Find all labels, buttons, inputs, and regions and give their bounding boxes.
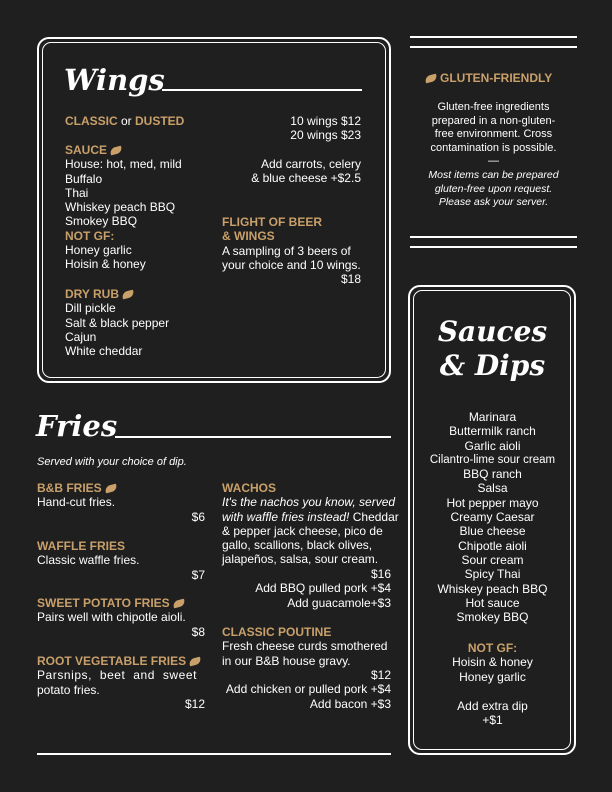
sauce-item: House: hot, med, mild bbox=[65, 157, 182, 172]
sauces-not-gf bbox=[410, 641, 575, 684]
flight-price: $18 bbox=[340, 272, 361, 286]
sauce-dip-item: Marinara bbox=[468, 410, 517, 424]
poutine-addon: Add chicken or pulled pork +$4 bbox=[225, 682, 391, 697]
flight-desc: your choice and 10 wings. bbox=[222, 257, 361, 272]
dry-rub-item: Dill pickle bbox=[65, 301, 116, 316]
sauce-dip-item: Creamy Caesar bbox=[450, 510, 535, 525]
sauce-dip-item: Chipotle aioli bbox=[458, 538, 527, 553]
classic-poutine bbox=[222, 625, 387, 668]
sauce-dip-item: Hot sauce bbox=[465, 595, 520, 610]
sauces-not-gf-item: Honey garlic bbox=[459, 669, 526, 684]
sauce-dip-item: Blue cheese bbox=[459, 524, 526, 539]
gluten-note: Most items can be prepared bbox=[428, 168, 559, 181]
fries-bottom-rule bbox=[37, 753, 391, 755]
wheat-icon bbox=[188, 657, 201, 667]
wachos-addon: Add BBQ pulled pork +$4 bbox=[255, 581, 391, 596]
waffle-fries-price: $7 bbox=[191, 568, 205, 582]
sweet-potato-desc: Pairs well with chipotle aioli. bbox=[37, 610, 186, 625]
gluten-note: gluten-free upon request. bbox=[434, 182, 553, 195]
bb-fries bbox=[37, 481, 117, 510]
not-gf-item: Honey garlic bbox=[65, 243, 132, 258]
poutine-addon: Add bacon +$3 bbox=[309, 696, 391, 711]
gluten-rule-top-1 bbox=[410, 36, 577, 38]
wheat-icon bbox=[109, 146, 122, 156]
gluten-line: free environment. Cross bbox=[434, 128, 553, 141]
dusted-label: DUSTED bbox=[135, 114, 185, 128]
wings-addon-line: & blue cheese +$2.5 bbox=[251, 171, 361, 186]
extra-dip-label: Add extra dip bbox=[457, 699, 528, 713]
sweet-potato-fries bbox=[37, 596, 186, 625]
poutine-price: $12 bbox=[370, 668, 391, 682]
dry-rub-label: DRY RUB bbox=[65, 287, 120, 301]
wachos-desc: gallo, scallions, black olives, bbox=[222, 538, 373, 553]
sauces-title-line: & Dips bbox=[439, 349, 546, 382]
sauce-item: Thai bbox=[65, 185, 89, 200]
gluten-dash: — bbox=[488, 155, 499, 168]
wings-style-line bbox=[65, 114, 184, 128]
wings-price-10: 10 wings $12 bbox=[290, 114, 361, 128]
gluten-title-line bbox=[425, 71, 552, 85]
sauce-label: SAUCE bbox=[65, 143, 108, 157]
sauce-dip-item: Spicy Thai bbox=[464, 567, 521, 582]
waffle-fries bbox=[37, 539, 139, 568]
sauces-title-line: Sauces bbox=[437, 315, 548, 348]
poutine-desc: in our B&B house gravy. bbox=[222, 653, 351, 668]
wachos-desc: jalapeños, salsa, sour cream. bbox=[222, 552, 379, 567]
sauce-dip-item: Whiskey peach BBQ bbox=[437, 581, 548, 596]
sauce-dip-item: Hot pepper mayo bbox=[446, 495, 539, 510]
root-vegetable-desc: Parsnips, beet and sweet bbox=[37, 668, 197, 683]
waffle-fries-title: WAFFLE FRIES bbox=[37, 539, 125, 553]
gluten-note: Please ask your server. bbox=[438, 196, 549, 209]
flight-section bbox=[222, 215, 361, 272]
or-label: or bbox=[117, 114, 136, 128]
wachos-addon: Add guacamole+$3 bbox=[287, 595, 391, 610]
dry-rub-item: Salt & black pepper bbox=[65, 315, 170, 330]
wachos bbox=[222, 481, 399, 567]
bb-fries-title: B&B FRIES bbox=[37, 481, 102, 495]
sauce-item: Whiskey peach BBQ bbox=[65, 200, 176, 215]
bb-fries-price: $6 bbox=[191, 510, 205, 524]
wings-price-20: 20 wings $23 bbox=[290, 128, 361, 143]
sauce-dip-item: Salsa bbox=[477, 481, 508, 496]
wheat-icon bbox=[104, 484, 117, 494]
sweet-potato-price: $8 bbox=[191, 625, 205, 639]
wings-title: Wings bbox=[64, 63, 165, 97]
wings-sauce-list bbox=[65, 143, 182, 272]
flight-title: & WINGS bbox=[222, 229, 275, 244]
extra-dip bbox=[410, 699, 575, 728]
sauces-list bbox=[410, 410, 575, 624]
sauce-item: Buffalo bbox=[65, 171, 103, 186]
sauces-not-gf-label: NOT GF: bbox=[467, 641, 518, 655]
wings-addon-line: Add carrots, celery bbox=[260, 157, 361, 171]
gluten-text bbox=[410, 101, 577, 210]
sauce-dip-item: Sour cream bbox=[461, 552, 524, 567]
gluten-rule-top-2 bbox=[410, 46, 577, 48]
dry-rub-item: Cajun bbox=[65, 329, 97, 344]
gluten-rule-bottom-2 bbox=[410, 246, 577, 248]
gluten-line: prepared in a non-gluten- bbox=[431, 114, 556, 127]
sauce-dip-item: Cilantro-lime sour cream bbox=[429, 453, 556, 466]
wachos-prices bbox=[200, 567, 391, 610]
sauce-dip-item: BBQ ranch bbox=[463, 467, 522, 482]
not-gf-label: NOT GF: bbox=[65, 228, 115, 243]
dry-rub-item: White cheddar bbox=[65, 344, 143, 359]
sauce-dip-item: Buttermilk ranch bbox=[449, 424, 536, 439]
wachos-title: WACHOS bbox=[222, 481, 276, 495]
sweet-potato-title: SWEET POTATO FRIES bbox=[37, 596, 170, 610]
wachos-desc: It's the nachos you know, served bbox=[222, 495, 396, 510]
gluten-line: contamination is possible. bbox=[430, 141, 557, 154]
poutine-desc: Fresh cheese curds smothered bbox=[222, 639, 388, 654]
root-vegetable-fries bbox=[37, 654, 201, 697]
wachos-desc: & pepper jack cheese, pico de bbox=[222, 523, 383, 538]
gluten-line: Gluten-free ingredients bbox=[437, 101, 550, 113]
wings-prices bbox=[240, 114, 361, 143]
waffle-fries-desc: Classic waffle fries. bbox=[37, 553, 140, 568]
wheat-icon bbox=[121, 290, 134, 300]
fries-title: Fries bbox=[36, 409, 118, 443]
sauce-dip-item: Smokey BBQ bbox=[456, 610, 529, 625]
sauce-dip-item: Garlic aioli bbox=[464, 438, 521, 453]
root-vegetable-title: ROOT VEGETABLE FRIES bbox=[37, 654, 187, 668]
wheat-icon bbox=[172, 599, 185, 609]
flight-desc: A sampling of 3 beers of bbox=[222, 243, 351, 258]
sauce-item: Smokey BBQ bbox=[65, 214, 138, 229]
gluten-title: GLUTEN-FRIENDLY bbox=[440, 71, 553, 85]
classic-label: CLASSIC bbox=[65, 114, 118, 128]
wheat-icon bbox=[424, 74, 437, 84]
not-gf-item: Hoisin & honey bbox=[65, 257, 146, 272]
wachos-desc: Cheddar bbox=[349, 509, 399, 524]
root-vegetable-desc: potato fries. bbox=[37, 682, 100, 697]
wachos-desc: with waffle fries instead! bbox=[222, 509, 350, 524]
wachos-price: $16 bbox=[370, 567, 391, 581]
wings-title-rule bbox=[162, 89, 362, 91]
sauces-title bbox=[410, 315, 575, 383]
sauces-not-gf-item: Hoisin & honey bbox=[452, 655, 533, 670]
flight-title: FLIGHT OF BEER bbox=[222, 215, 322, 229]
gluten-rule-bottom-1 bbox=[410, 236, 577, 238]
wings-addon bbox=[220, 157, 361, 186]
fries-subtitle: Served with your choice of dip. bbox=[37, 456, 187, 468]
bb-fries-desc: Hand-cut fries. bbox=[37, 495, 116, 510]
poutine-prices bbox=[200, 668, 391, 711]
dry-rub-list bbox=[65, 287, 169, 358]
fries-title-rule bbox=[115, 436, 391, 438]
root-vegetable-price: $12 bbox=[184, 697, 205, 711]
poutine-title: CLASSIC POUTINE bbox=[222, 625, 332, 639]
extra-dip-price: +$1 bbox=[482, 713, 503, 728]
